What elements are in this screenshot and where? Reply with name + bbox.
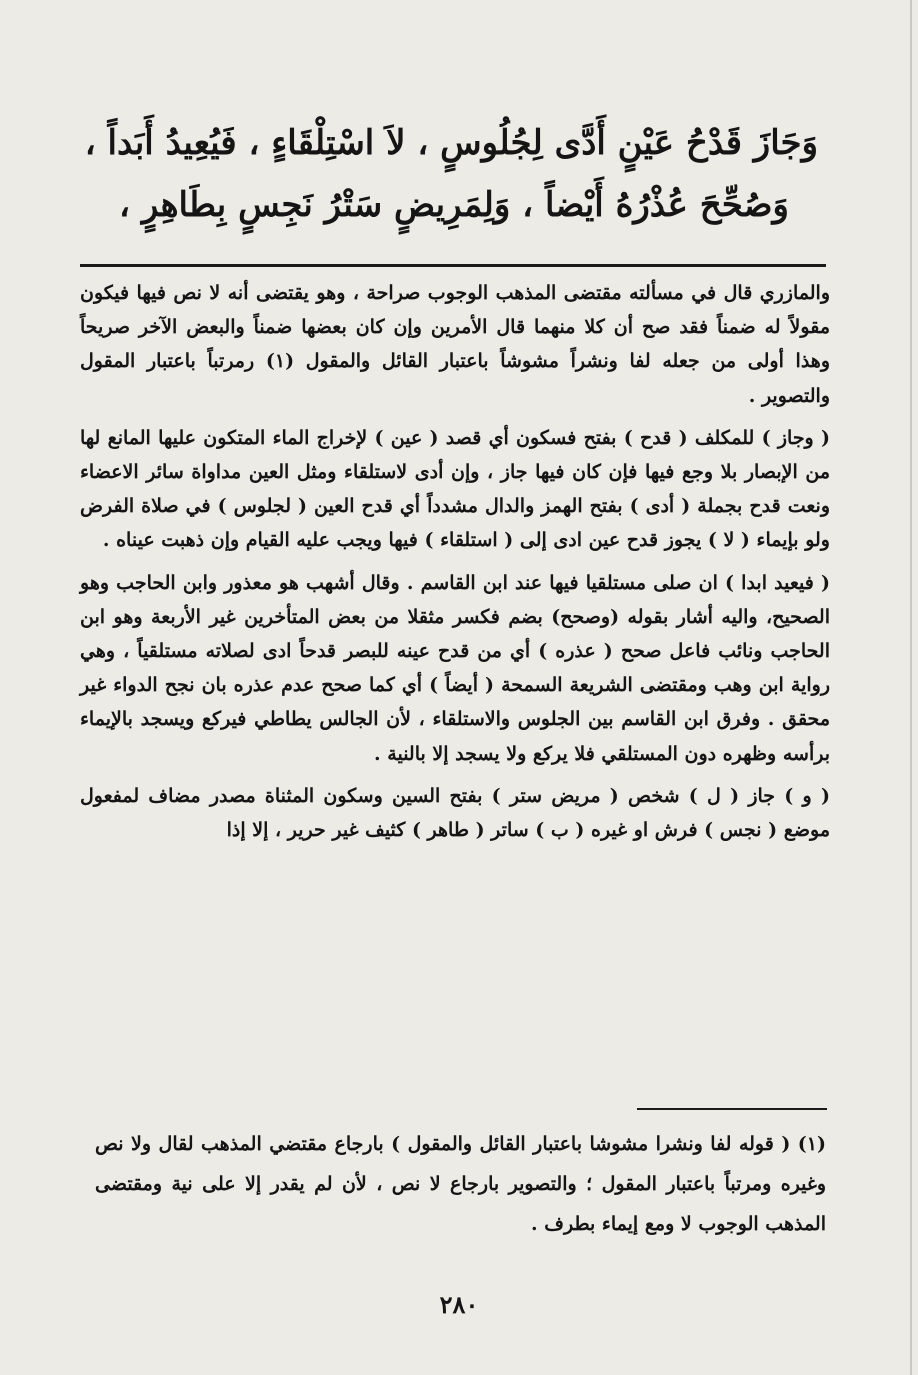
footnote-block bbox=[95, 1124, 826, 1244]
header-divider bbox=[80, 264, 826, 267]
commentary-paragraph-2: ( وجاز ) للمكلف ( قدح ) بفتح فسكون أي قصد ( عين ) لإخراج الماء المتكون عليها المانع لها من الإبصار بلا وجع فيها فإن كان فيها جاز ، وإن أدى لاستلقاء ومثل العين مداواة سائر الاعضاء ونعت قدح بجملة ( أدى ) بفتح الهمز والدال مشدداً أي قدح العين ( لجلوس ) في صلاة الفرض ولو بإيماء ( لا ) يجوز قدح عين ادى إلى ( استلقاء ) فيها ويجب عليه القيام وإن ذهبت عيناه . bbox=[80, 426, 830, 552]
verse-line-1: وَجَازَ قَدْحُ عَيْنٍ أَدَّى لِجُلُوسٍ ، لاَ اسْتِلْقَاءٍ ، فَيُعِيدُ أَبَداً ، bbox=[84, 123, 818, 163]
page-number: ٢٨٠ bbox=[439, 1290, 479, 1319]
commentary-paragraph-1: والمازري قال في مسألته مقتضى المذهب الوجوب صراحة ، وهو يقتضى أنه لا نص فيها فيكون مقولاً له ضمناً فقد صح أن كلا منهما قال الأمرين وإن كان بعضها ضمناً والبعض الآخر صريحاً وهذا أولى من جعله لفا ونشراً مشوشاً باعتبار القائل والمقول (١) رمرتباً باعتبار المقول والتصوير . bbox=[80, 282, 830, 407]
page-edge-shadow bbox=[910, 0, 912, 1375]
commentary-paragraph-3: ( فيعيد ابدا ) ان صلى مستلقيا فيها عند ابن القاسم . وقال أشهب هو معذور وابن الحاجب وهو الصحيح، واليه أشار بقوله (وصحح) بضم فكسر مثقلا من بعض المتأخرين غير الأربعة وهو ابن الحاجب ونائب فاعل صحح ( عذره ) أي من قدح عينه للبصر قدحاً ادى لصلاته مستلقياً ، وهي رواية ابن وهب ومقتضى الشريعة السمحة ( أيضاً ) أي كما صحح عدم عذره بان نجح الدواء غير محقق . وفرق ابن القاسم بين الجلوس والاستلقاء ، لأن الجالس يطاطي فيركع ويسجد بالإيماء برأسه وظهره دون المستلقي فلا يركع ولا يسجد إلا بالنية . bbox=[80, 571, 830, 765]
footnote-divider bbox=[637, 1108, 827, 1110]
commentary-body bbox=[80, 276, 830, 855]
commentary-paragraph-4: ( و ) جاز ( ل ) شخص ( مريض ستر ) بفتح السين وسكون المثناة مصدر مضاف لمفعول موضع ( نجس ) فرش او غيره ( ب ) ساتر ( طاهر ) كثيف غير حرير ، إلا إذا bbox=[80, 784, 830, 842]
footnote-text: (١) ( قوله لفا ونشرا مشوشا باعتبار القائل والمقول ) بارجاع مقتضي المذهب لقال ولا نص وغيره ومرتباً باعتبار المقول ؛ والتصوير بارجاع لا نص ، لأن لم يقدر إلا على نية ومقتضى المذهب الوجوب لا ومع إيماء بطرف . bbox=[95, 1133, 826, 1235]
verse-line-2: وَصُحِّحَ عُذْرُهُ أَيْضاً ، وَلِمَرِيضٍ سَتْرُ نَجِسٍ بِطَاهِرٍ ، bbox=[119, 185, 789, 225]
verse-block bbox=[84, 112, 818, 236]
